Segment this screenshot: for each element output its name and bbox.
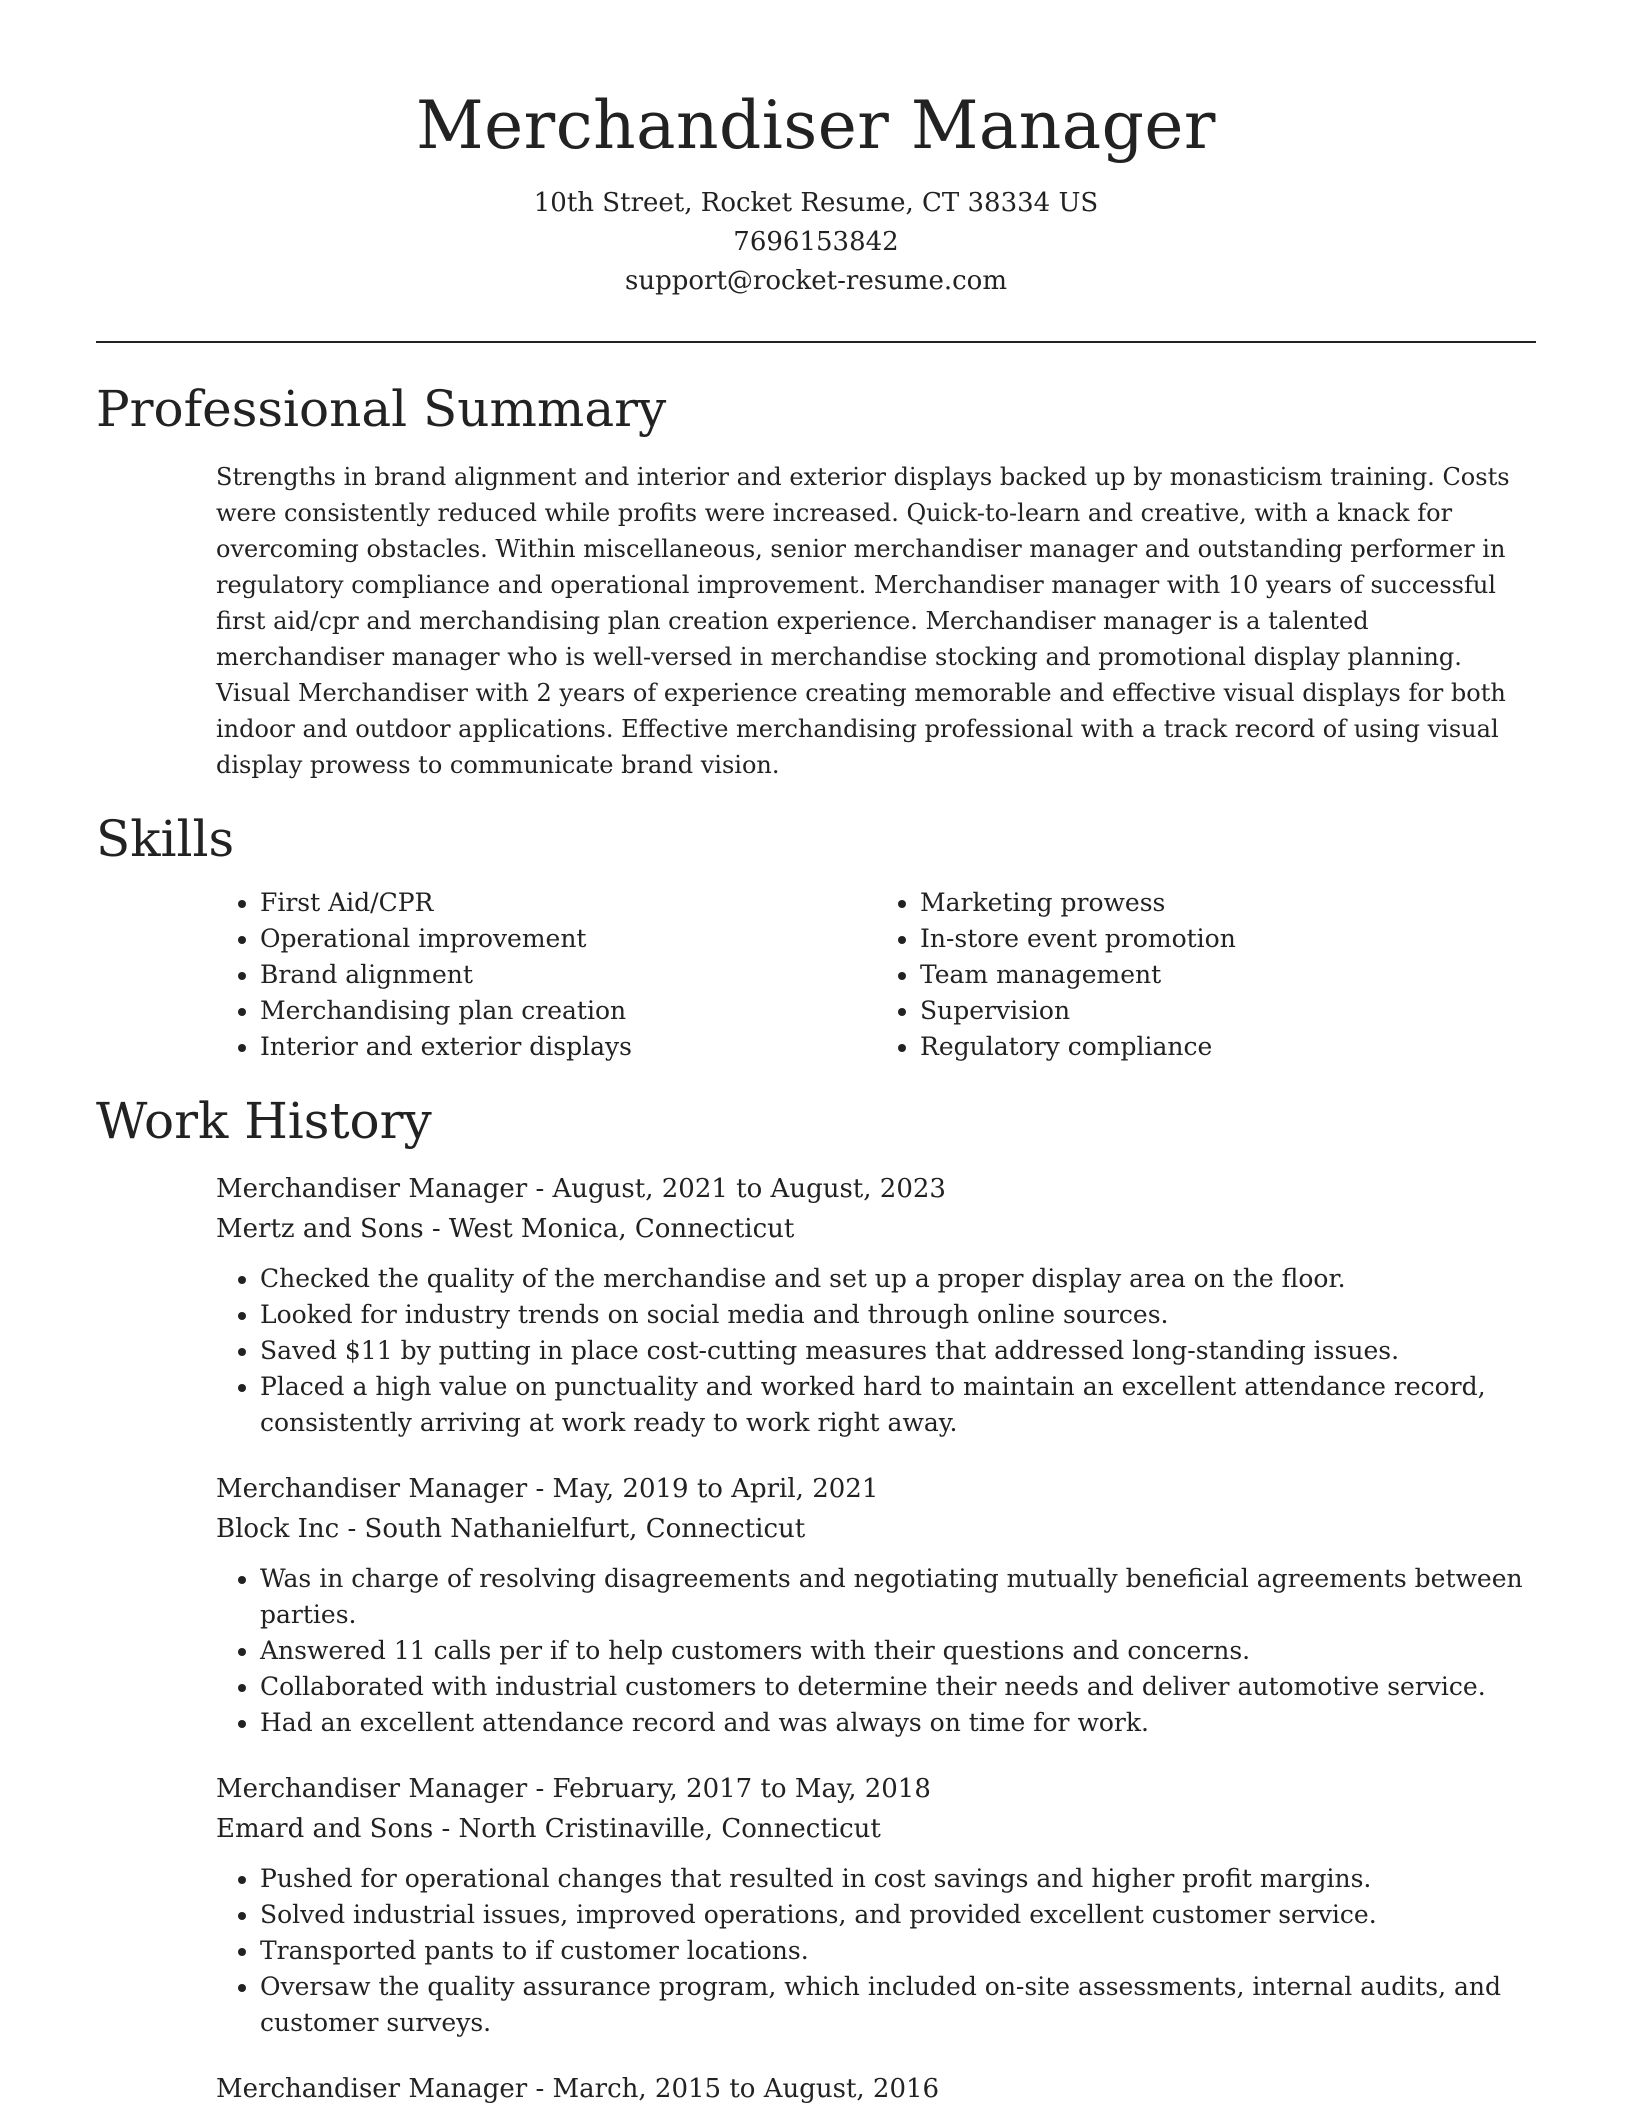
email: support@rocket-resume.com (624, 266, 1007, 296)
skill-item: • First Aid/CPR (260, 885, 876, 921)
job-entry (216, 1769, 1536, 2041)
job-bullet: • Placed a high value on punctuality and worked hard to maintain an excellent attendance record, consistently arriving at work ready to work right away. (260, 1369, 1536, 1441)
skill-item: • Brand alignment (260, 957, 876, 993)
summary-text: Strengths in brand alignment and interior and exterior displays backed up by monasticism training. Costs were consistently reduced while profits were increased. Quick-to-learn and creative, with a knack for overcoming obstacles. Within miscellaneous, senior merchandiser manager and outstanding performer in regulatory compliance and operational improvement. Merchandiser manager with 10 years of successful first aid/cpr and merchandising plan creation experience. Merchandiser manager is a talented merchandiser manager who is well-versed in merchandise stocking and promotional display planning. Visual Merchandiser with 2 years of experience creating memorable and effective visual displays for both indoor and outdoor applications. Effective merchandising professional with a track record of using visual display prowess to communicate brand vision. (216, 463, 1510, 779)
job-company: Emard and Sons (216, 1814, 434, 1844)
skill-item: • Interior and exterior displays (260, 1029, 876, 1065)
skill-item: • In-store event promotion (920, 921, 1536, 957)
phone: 7696153842 (733, 227, 899, 257)
job-location: - South Nathanielfurt, Connecticut (339, 1514, 806, 1544)
job-company: Mertz and Sons (216, 1214, 424, 1244)
job-role: Merchandiser Manager (216, 1774, 528, 1804)
skills-list (216, 885, 1536, 1065)
skill-item: • Operational improvement (260, 921, 876, 957)
job-bullet: • Pushed for operational changes that resulted in cost savings and higher profit margins. (260, 1861, 1536, 1897)
skill-item: • Marketing prowess (920, 885, 1536, 921)
skill-item: • Team management (920, 957, 1536, 993)
job-title-line (216, 1469, 1536, 1509)
job-dates: - March, 2015 to August, 2016 (527, 2074, 940, 2104)
skill-item: • Regulatory compliance (920, 1029, 1536, 1065)
job-entry (216, 2069, 1536, 2109)
job-company-line (216, 1509, 1536, 1549)
work-history-heading: Work History (96, 1092, 432, 1150)
address: 10th Street, Rocket Resume, CT 38334 US (533, 188, 1099, 218)
job-location: - North Cristinaville, Connecticut (433, 1814, 881, 1844)
job-entry (216, 1169, 1536, 1441)
job-title-line (216, 1169, 1536, 1209)
job-bullets (216, 1561, 1536, 1741)
header-divider (96, 341, 1536, 343)
job-entry (216, 1469, 1536, 1741)
job-bullet: • Solved industrial issues, improved operations, and provided excellent customer service. (260, 1897, 1536, 1933)
job-role: Merchandiser Manager (216, 1474, 528, 1504)
skills-heading: Skills (96, 810, 235, 868)
job-bullet: • Collaborated with industrial customers to determine their needs and deliver automotive service. (260, 1669, 1536, 1705)
job-bullets (216, 1261, 1536, 1441)
job-bullets (216, 1861, 1536, 2041)
skill-item: • Merchandising plan creation (260, 993, 876, 1029)
job-dates: - August, 2021 to August, 2023 (527, 1174, 946, 1204)
resume-header (96, 0, 1536, 301)
job-company: Block Inc (216, 1514, 340, 1544)
contact-block (96, 184, 1536, 301)
job-title-line (216, 1769, 1536, 1809)
job-bullet: • Transported pants to if customer locations. (260, 1933, 1536, 1969)
job-dates: - May, 2019 to April, 2021 (527, 1474, 879, 1504)
job-role: Merchandiser Manager (216, 1174, 528, 1204)
job-role: Merchandiser Manager (216, 2074, 528, 2104)
job-dates: - February, 2017 to May, 2018 (527, 1774, 931, 1804)
job-company-line (216, 1809, 1536, 1849)
job-title-line (216, 2069, 1536, 2109)
job-bullet: • Had an excellent attendance record and was always on time for work. (260, 1705, 1536, 1741)
job-bullet: • Saved $11 by putting in place cost-cutting measures that addressed long-standing issues. (260, 1333, 1536, 1369)
job-bullet: • Answered 11 calls per if to help customers with their questions and concerns. (260, 1633, 1536, 1669)
job-bullet: • Was in charge of resolving disagreements and negotiating mutually beneficial agreements between parties. (260, 1561, 1536, 1633)
skill-item: • Supervision (920, 993, 1536, 1029)
candidate-name: Merchandiser Manager (416, 87, 1216, 164)
job-location: - West Monica, Connecticut (423, 1214, 795, 1244)
job-bullet: • Checked the quality of the merchandise and set up a proper display area on the floor. (260, 1261, 1536, 1297)
job-company-line (216, 1209, 1536, 1249)
job-bullet: • Oversaw the quality assurance program, which included on-site assessments, internal audits, and customer surveys. (260, 1969, 1536, 2041)
skills-column-left (216, 885, 876, 1065)
skills-column-right (876, 885, 1536, 1065)
summary-heading: Professional Summary (96, 380, 667, 438)
job-bullet: • Looked for industry trends on social media and through online sources. (260, 1297, 1536, 1333)
